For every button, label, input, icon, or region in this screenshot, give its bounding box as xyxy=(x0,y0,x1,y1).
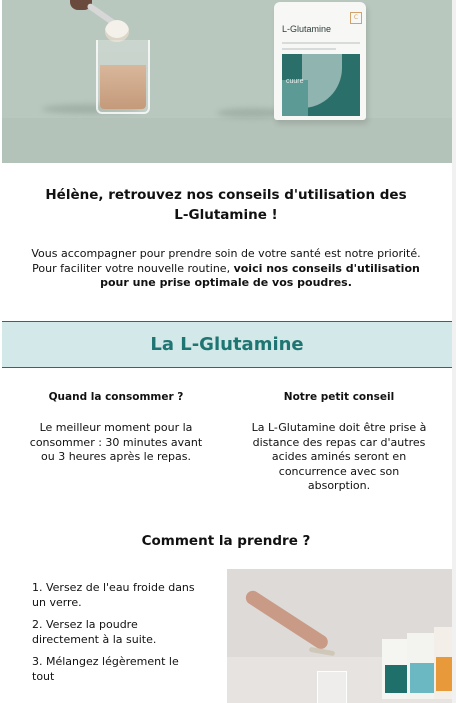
intro-title: Hélène, retrouvez nos conseils d'utilisation des L-Glutamine ! xyxy=(45,187,407,223)
powder-scoop-icon xyxy=(105,20,129,42)
intro-text-bold: voici nos conseils d'utilisation pour une prise optimale de vos poudres. xyxy=(100,261,420,289)
product-pouch xyxy=(274,2,366,120)
product-pouch xyxy=(434,627,452,699)
pouch-artwork xyxy=(436,657,452,691)
product-title-band xyxy=(2,321,452,368)
hero-image xyxy=(2,0,452,163)
step-item: 1. Versez de l'eau froide dans un verre. xyxy=(32,581,195,609)
step-item: 2. Versez la poudre directement à la suite. xyxy=(32,618,157,646)
tip-text: La L-Glutamine doit être prise à distance des repas car d'autres acides aminés seront en concurrence avec son absorption. xyxy=(251,421,427,492)
pouch-line xyxy=(282,42,360,44)
drink-glass-icon xyxy=(96,40,150,114)
intro-text-plain: Vous accompagner pour prendre soin de votre santé est notre priorité. Pour faciliter votre nouvelle routine, xyxy=(31,247,421,275)
when-heading: Quand la consommer ? xyxy=(48,391,184,403)
product-pouch xyxy=(407,633,437,699)
pouch-artwork xyxy=(410,663,434,693)
pouch-product-name: L-Glutamine xyxy=(282,24,332,34)
preparation-photo xyxy=(227,569,452,703)
step-item: 3. Mélangez légèrement le tout xyxy=(32,655,179,683)
pouch-badge: C xyxy=(350,12,362,24)
steps-list xyxy=(32,581,202,692)
water-glass-icon xyxy=(317,671,347,703)
pouch-shape xyxy=(302,54,342,108)
product-title: La L-Glutamine xyxy=(150,334,304,355)
hero-floor xyxy=(2,118,452,163)
pouch-artwork xyxy=(282,54,360,116)
spoon-icon xyxy=(309,647,335,656)
how-title: Comment la prendre ? xyxy=(141,533,311,549)
when-column xyxy=(26,391,206,465)
arm-icon xyxy=(243,588,330,651)
when-text: Le meilleur moment pour la consommer : 30 minutes avant ou 3 heures après le repas. xyxy=(29,421,203,463)
pouch-shape xyxy=(282,80,308,116)
pouch-line xyxy=(282,48,336,50)
drink-liquid xyxy=(100,65,146,109)
pouch-brand: cuure xyxy=(286,78,304,85)
intro-text xyxy=(30,247,422,291)
tip-column xyxy=(249,391,429,494)
tip-heading: Notre petit conseil xyxy=(283,391,395,403)
